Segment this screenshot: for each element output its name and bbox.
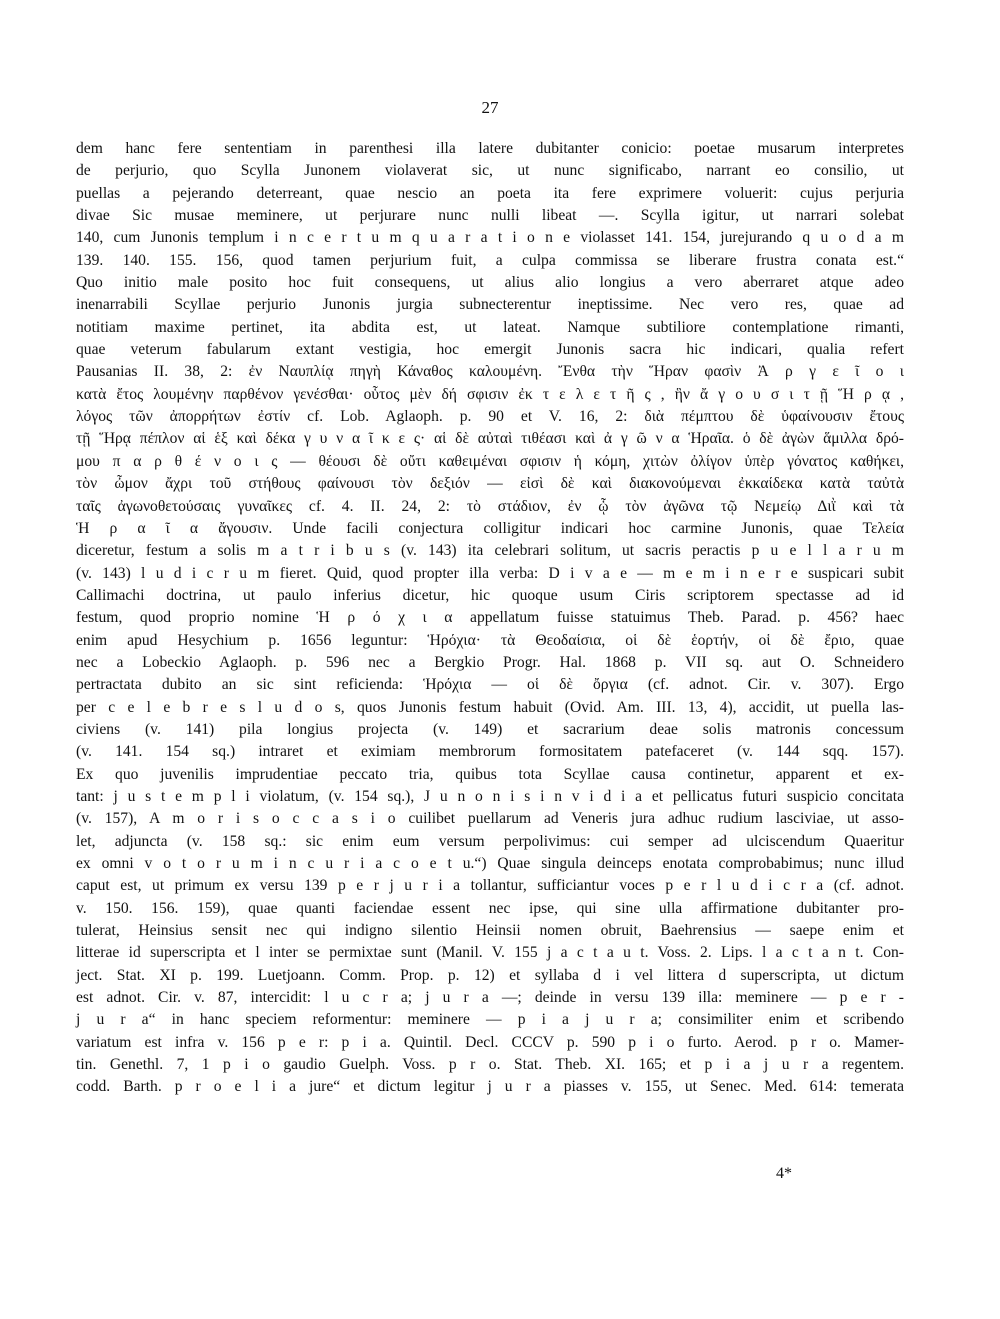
text-line: λόγος τῶν ἀπορρήτων ἐστίν cf. Lob. Aglaoph. p. 90 et V. 16, 2: διὰ πέμπτου δὲ ὑφαίνουσιν ἔτους (76, 408, 904, 426)
text-line: caput est, ut primum ex versu 139 p e r j u r i a tollantur, sufficiantur voces p e r l u d i c r a (cf. adnot. (76, 877, 904, 895)
text-line: τῇ Ἥρᾳ πέπλον αἱ ἑξ καὶ δέκα γ υ ν α ῖ κ ε ς· αἱ δὲ αὐταὶ τιθέασι καὶ ἀ γ ῶ ν α Ἡραῖα. ὁ δὲ ἀγὼν ἅμιλλα δρό- (76, 430, 904, 448)
text-line: festum, quod proprio nomine Ἡ ρ ό χ ι α appellatum fuisse statuimus Theb. Parad. p. 456? haec (76, 609, 904, 627)
text-line: (v. 143) l u d i c r u m fieret. Quid, quod propter illa verba: D i v a e — m e m i n e r e suspicari subit (76, 564, 904, 582)
text-line: de perjurio, quo Scylla Junonem violaverat sic, ut nunc significabo, narrant eo consilio, ut (76, 162, 904, 180)
text-line: let, adjuncta (v. 158 sq.: sic enim eum versum perpolivimus: cui semper ad ulciscendum Quaeritur (76, 832, 904, 850)
text-line: pertractata dubito an sic sint reficienda: Ἡρόχια — οἱ δὲ ὄργια (cf. adnot. Cir. v. 307). Ergo (76, 676, 904, 694)
text-line: 140, cum Junonis templum i n c e r t u m q u a r a t i o n e violasset 141. 154, jurejurando q u o d a m (76, 229, 904, 247)
text-line: variatum est infra v. 156 p e r: p i a. Quintil. Decl. CCCV p. 590 p i o furto. Aerod. p r o. Mamer- (76, 1033, 904, 1051)
page (76, 98, 904, 1099)
text-line: Ex quo juvenilis imprudentiae peccato tria, quibus tota Scyllae causa continetur, apparent et ex- (76, 765, 904, 783)
text-line: Ἡ ρ α ῖ α ἄγουσιν. Unde facili conjectura colligitur indicari hoc carmine Junonis, quae Τελεία (76, 519, 904, 537)
text-line: divae Sic musae meminere, ut perjurare nunc nulli libeat —. Scylla igitur, ut narrari solebat (76, 207, 904, 225)
signature-mark: 4* (776, 1165, 792, 1182)
text-line: diceretur, festum a solis m a t r i b u s (v. 143) ita celebrari solitum, ut sacris peractis p u e l l a r u m (76, 542, 904, 560)
text-line: κατὰ ἔτος λουμένην παρθένον γενέσθαι· οὗτος μὲν δή σφισιν ἐκ τ ε λ ε τ ῆ ς , ἣν ἄ γ ο υ σ ι τ ῇ Ἥ ρ ᾳ , (76, 385, 904, 403)
text-line: inenarrabili Scyllae perjurio Junonis jurgia subnecterentur ineptissime. Nec vero res, quae ad (76, 296, 904, 314)
text-line: Callimachi doctrina, ut paulo inferius dicetur, hic quoque usum Ciris scriptorem spectasse ad id (76, 586, 904, 604)
body-text (76, 138, 904, 1099)
text-line: (v. 157), A m o r i s o c c a s i o cuilibet puellarum ad Veneris jura adhuc rudium lasciviae, ut asso- (76, 810, 904, 828)
text-line: Quo initio male posito hoc fuit consequens, ut alius alio longius a vero aberraret atque adeo (76, 274, 904, 292)
text-line: puellas a pejerando deterreant, quae nescio an poeta ita fere exprimere voluerit: cujus perjuria (76, 184, 904, 202)
text-line: μου π α ρ θ έ ν ο ι ς — θέουσι δὲ οὔτι καθειμέναι σφισιν ἡ κόμη, χιτὼν ὀλίγον ὑπὲρ γόνατος καθήκει, (76, 452, 904, 470)
text-line: nec a Lobeckio Aglaoph. p. 596 nec a Bergkio Progr. Hal. 1868 p. VII sq. aut O. Schneidero (76, 653, 904, 671)
text-line: tant: j u s t e m p l i violatum, (v. 154 sq.), J u n o n i s i n v i d i a et pellicatus futuri suspicio concitata (76, 787, 904, 805)
text-line: notitiam maxime pertinet, ita abdita est, ut lateat. Namque subtiliore contemplatione rimanti, (76, 318, 904, 336)
text-line: est adnot. Cir. v. 87, intercidit: l u c r a; j u r a —; deinde in versu 139 illa: meminere — p e r - (76, 989, 904, 1007)
text-line: civiens (v. 141) pila longius projecta (v. 149) et sacrarium deae solis matronis concessum (76, 720, 904, 738)
text-line: tin. Genethl. 7, 1 p i o gaudio Guelph. Voss. p r o. Stat. Theb. XI. 165; et p i a j u r a regentem. (76, 1056, 904, 1074)
text-line: per c e l e b r e s l u d o s, quos Junonis festum habuit (Ovid. Am. III. 13, 4), accidit, ut puella las- (76, 698, 904, 716)
text-line: enim apud Hesychium p. 1656 leguntur: Ἡρόχια· τὰ Θεοδαίσια, οἱ δὲ ἑορτήν, οἱ δὲ ἔριο, quae (76, 631, 904, 649)
text-line: Pausanias II. 38, 2: ἐν Ναυπλίᾳ πηγὴ Κάναθος καλουμένη. Ἔνθα τὴν Ἥραν φασὶν Ἀ ρ γ ε ῖ ο ι (76, 363, 904, 381)
text-line: codd. Barth. p r o e l i a jure“ et dictum legitur j u r a piasses v. 155, ut Senec. Med. 614: temerata (76, 1078, 904, 1096)
page-number: 27 (481, 98, 499, 117)
text-line: quae veterum fabularum extant vestigia, hoc emergit Junonis sacra hic indicari, qualia refert (76, 341, 904, 359)
text-line: j u r a“ in hanc speciem reformentur: meminere — p i a j u r a; consimiliter enim et scribendo (76, 1011, 904, 1029)
text-line: ex omni v o t o r u m i n c u r i a c o e t u.“) Quae singula deinceps enotata comprobabimus; nunc illud (76, 855, 904, 872)
text-line: dem hanc fere sententiam in parenthesi illa latere dubitanter conicio: poetae musarum interpretes (76, 140, 904, 157)
text-line: ταῖς ἀγωνοθετούσαις γυναῖκες cf. 4. II. 24, 2: τὸ στάδιον, ἐν ᾧ τὸν ἀγῶνα τῷ Νεμείῳ Διῒ καὶ τὰ (76, 497, 904, 515)
text-line: v. 150. 156. 159), quae quanti faciendae essent nec ipse, qui sine ulla affirmatione dubitanter pro- (76, 899, 904, 917)
text-line: (v. 141. 154 sq.) intraret et eximiam membrorum formositatem patefaceret (v. 144 sqq. 157). (76, 743, 904, 761)
text-line: litterae id superscripta et l inter se permixtae sunt (Manil. V. 155 j a c t a u t. Voss. 2. Lips. l a c t a n t. Con- (76, 944, 904, 962)
text-line: ject. Stat. XI p. 199. Luetjoann. Comm. Prop. p. 12) et syllaba d i vel littera d superscripta, ut dictum (76, 966, 904, 984)
text-line: 139. 140. 155. 156, quod tamen perjurium fuit, a culpa commissa se liberare frustra conata est.“ (76, 251, 904, 269)
text-line: τὸν ὦμον ἄχρι τοῦ στήθους φαίνουσι τὸν δεξιόν — εἰσὶ δὲ καὶ διακονούμεναι ἐκκαίδεκα κατὰ ταὐτὰ (76, 475, 904, 493)
text-line: tulerat, Heinsius sensit nec qui indigno silentio Heinsii nomen obruit, Baehrensius — saepe enim et (76, 922, 904, 940)
